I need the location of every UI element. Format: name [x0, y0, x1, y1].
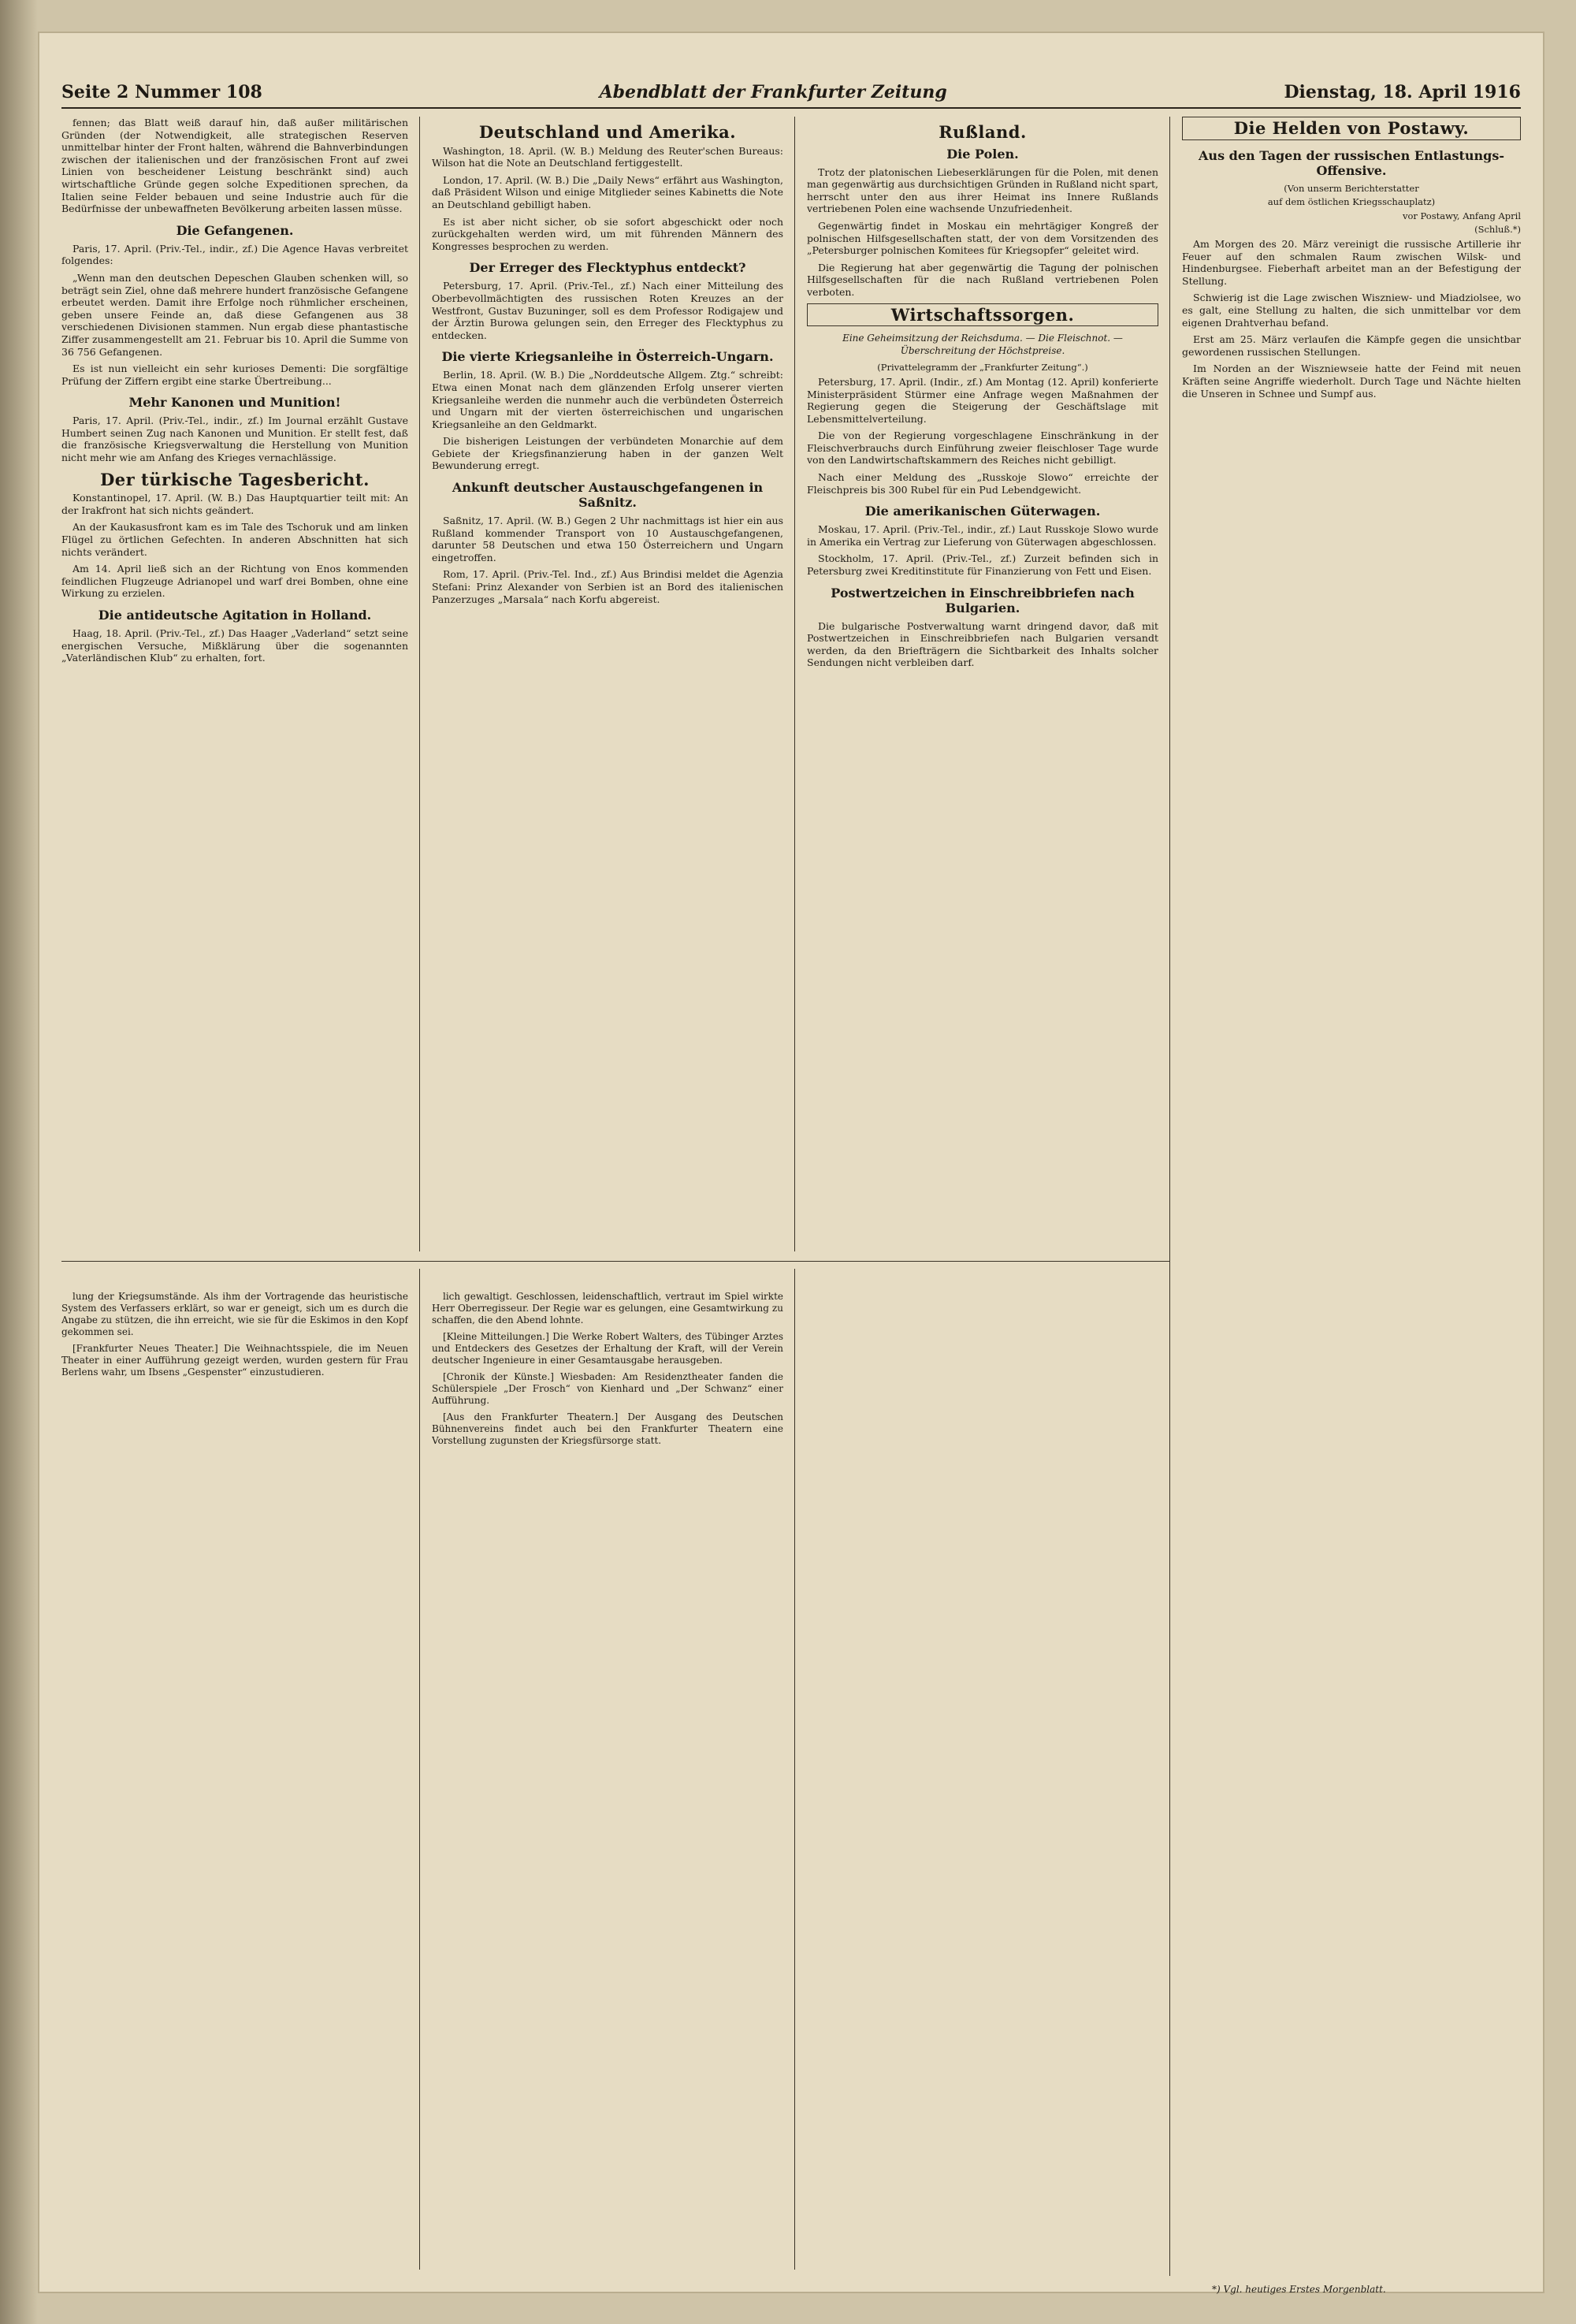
issue-date: Dienstag, 18. April 1916: [1284, 82, 1521, 102]
article-text: Berlin, 18. April. (W. B.) Die „Norddeutsche Allgem. Ztg.“ schreibt: Etwa einen Monat nach dem glänzenden Erfolg unserer vierten Kriegsanleihe werden die nunmehr auch die verbündeten Österreich und Ungarn mit der vierten österreichischen und ungarischen Kriegsanleihe an den Geldmarkt.: [432, 369, 783, 430]
article-text: Im Norden an der Wiszniewseie hatte der Feind mit neuen Kräften seine Angriffe wiederholt. Durch Tage und Nächte hielten die Unseren in Schnee und Sumpf aus.: [1182, 363, 1521, 400]
byline: (Von unserm Berichterstatter: [1284, 182, 1419, 194]
article-heading: Rußland.: [939, 122, 1027, 142]
feuilleton-column-1: [61, 1291, 408, 2284]
article-heading: Mehr Kanonen und Munition!: [128, 395, 341, 411]
byline: auf dem östlichen Kriegsschauplatz): [1267, 196, 1436, 208]
newspaper-page: [38, 32, 1544, 2293]
article-text: „Wenn man den deutschen Depeschen Glauben schenken will, so beträgt sein Ziel, ohne daß mehrere hundert französische Gefangene erbeutet werden. Damit ihre Erfolge noch rühmlicher erscheinen, geben unsere Feinde an, daß diese Gefangenen aus 38 verschiedenen Divisionen stammen. Nun ergab diese phantastische Ziffer zusammengestellt am 21. Februar bis 10. April die Summe von 36 756 Gefangenen.: [61, 271, 408, 358]
article-text: fennen; das Blatt weiß darauf hin, daß außer militärischen Gründen (der Notwendigkeit, alle strategischen Reserven unmittelbar hinter der Front halten, während die Bahnverbindungen zwischen der italienischen und der französischen Front auf zwei Linien von bescheidener Leistung beschränkt sind) auch wirtschaftliche Gründe gegen solche Expeditionen sprechen, da Italien seine Felder bebauen und seine Industrie auch für die Bedürfnisse der unbewaffneten Bevölkerung arbeiten lassen müsse.: [61, 117, 408, 215]
article-summary: Eine Geheimsitzung der Reichsduma. — Die Fleischnot. — Überschreitung der Höchstpreise.: [842, 333, 1123, 356]
column-rule: [794, 1269, 795, 2270]
article-heading: Die amerikanischen Güterwagen.: [864, 504, 1101, 519]
article-text: London, 17. April. (W. B.) Die „Daily News“ erfährt aus Washington, daß Präsident Wilson und einige Mitglieder seines Kabinetts die Note an Deutschland gebilligt haben.: [432, 173, 783, 210]
feature-subtitle: Aus den Tagen der russischen Entlastungs-Offensive.: [1199, 147, 1504, 178]
byline: (Schluß.*): [1474, 224, 1521, 236]
article-text: Trotz der platonischen Liebeserklärungen für die Polen, mit denen man gegenwärtig aus durchsichtigen Gründen in Rußland nicht spart, herrscht unter den aus ihrer Heimat ins Innere Rußlands vertriebenen Polen eine wachsende Unzufriedenheit.: [807, 165, 1158, 215]
article-text: Die bisherigen Leistungen der verbündeten Monarchie auf dem Gebiete der Kriegsfinanzierung haben in der ganzen Welt Bewunderung erregt.: [432, 435, 783, 472]
column-rule: [419, 117, 420, 1251]
feuilleton-text: [Aus den Frankfurter Theatern.] Der Ausgang des Deutschen Bühnenvereins findet auch bei den Frankfurter Theatern eine Vorstellung zugunsten der Kriegsfürsorge statt.: [432, 1411, 783, 1446]
article-text: Petersburg, 17. April. (Indir., zf.) Am Montag (12. April) konferierte Ministerpräsident Stürmer eine Anfrage wegen Maßnahmen der Regierung gegen die Steigerung der Geschäftslage mit Lebensmittelverteilung.: [807, 375, 1158, 425]
article-text: Haag, 18. April. (Priv.-Tel., zf.) Das Haager „Vaderland“ setzt seine energischen Versuche, Mißklärung über die sogenannten „Vaterländischen Klub“ zu erhalten, fort.: [61, 627, 408, 664]
article-heading: Postwertzeichen in Einschreibbriefen nach Bulgarien.: [831, 585, 1135, 615]
article-text: An der Kaukasusfront kam es im Tale des Tschoruk und am linken Flügel zu örtlichen Gefechten. In anderen Abschnitten hat sich nichts verändert.: [61, 521, 408, 558]
article-heading: Die vierte Kriegsanleihe in Österreich-Ungarn.: [441, 349, 774, 365]
feuilleton-text: [Chronik der Künste.] Wiesbaden: Am Residenztheater fanden die Schülerspiele „Der Frosch“ von Kienhard und „Der Schwanz“ einer Aufführung.: [432, 1371, 783, 1406]
article-text: Konstantinopel, 17. April. (W. B.) Das Hauptquartier teilt mit: An der Irakfront hat sich nichts geändert.: [61, 492, 408, 516]
article-text: Schwierig ist die Lage zwischen Wiszniew- und Miadziolsee, wo es galt, eine Stellung zu halten, die sich unmittelbar vor dem eigenen Drahtverhau befand.: [1182, 292, 1521, 329]
byline: (Privattelegramm der „Frankfurter Zeitung“.): [877, 362, 1088, 374]
article-text: Es ist aber nicht sicher, ob sie sofort abgeschickt oder noch zurückgehalten werden wird, um mit führenden Männern des Kongresses besprochen zu werden.: [432, 215, 783, 252]
article-text: Moskau, 17. April. (Priv.-Tel., indir., zf.) Laut Russkoje Slowo wurde in Amerika ein Vertrag zur Lieferung von Güterwagen abgeschlossen.: [807, 523, 1158, 548]
column-rule: [794, 117, 795, 1251]
article-text: Die Regierung hat aber gegenwärtig die Tagung der polnischen Hilfsgesellschaften für die nach Rußland vertriebenen Polen verboten.: [807, 261, 1158, 298]
article-heading: Der Erreger des Flecktyphus entdeckt?: [469, 260, 746, 276]
article-text: Gegenwärtig findet in Moskau ein mehrtägiger Kongreß der polnischen Hilfsgesellschaften statt, der von dem Vorsitzenden des „Petersburger polnischen Komitees für Kriegsopfer“ geleitet wird.: [807, 219, 1158, 257]
masthead: Abendblatt der Frankfurter Zeitung: [599, 82, 947, 102]
article-text: Petersburg, 17. April. (Priv.-Tel., zf.) Nach einer Mitteilung des Oberbevollmächtigten des russischen Roten Kreuzes an der Westfront, Gustav Buzuninger, soll es dem Professor Rodigajew und der Ärztin Burowa gelungen sein, den Erreger des Flecktyphus zu entdecken.: [432, 280, 783, 341]
article-text: Am Morgen des 20. März vereinigt die russische Artillerie ihr Feuer auf den schmalen Raum zwischen Wilsk- und Hindenburgsee. Fieberhaft arbeitet man an der Befestigung der Stellung.: [1182, 237, 1521, 287]
feature-title: Die Helden von Postawy.: [1233, 118, 1470, 138]
article-text: Paris, 17. April. (Priv.-Tel., indir., zf.) Im Journal erzählt Gustave Humbert seinen Zug nach Kanonen und Munition. Er stellt fest, daß die französische Kriegsverwaltung die Herstellung von Munition nicht mehr wie am Anfang des Krieges vernachlässige.: [61, 415, 408, 464]
column-rule: [1169, 117, 1170, 2276]
feuilleton-text: lung der Kriegsumstände. Als ihm der Vortragende das heuristische System des Verfassers erklärt, so war er geneigt, sich um es durch die Angabe zu stützen, die ihn erreicht, wie sie für die Eskimos in den Kopf gekommen sei.: [61, 1291, 408, 1337]
article-subheading: Die Polen.: [946, 146, 1019, 162]
feuilleton-text: [Frankfurter Neues Theater.] Die Weihnachtsspiele, die im Neuen Theater in einer Aufführung gezeigt werden, wurden gestern für Frau Berlens wahr, um Ibsens „Gespenster“ einzustudieren.: [61, 1343, 408, 1378]
byline: vor Postawy, Anfang April: [1402, 210, 1521, 221]
article-text: Saßnitz, 17. April. (W. B.) Gegen 2 Uhr nachmittags ist hier ein aus Rußland kommender Transport von 10 Austauschgefangenen, darunter 58 Deutschen und etwa 150 Österreichern und Ungarn eingetroffen.: [432, 515, 783, 563]
feuilleton-text: lich gewaltigt. Geschlossen, leidenschaftlich, vertraut im Spiel wirkte Herr Oberregisseur. Der Regie war es gelungen, eine Gesamtwirkung zu schaffen, die den Abend lohnte.: [432, 1291, 783, 1326]
article-text: Rom, 17. April. (Priv.-Tel. Ind., zf.) Aus Brindisi meldet die Agenzia Stefani: Prinz Alexander von Serbien ist an Bord des italienischen Panzerzuges „Marsala“ nach Korfu abgereist.: [432, 568, 783, 605]
column-3: [807, 117, 1158, 2276]
article-heading: Die antideutsche Agitation in Holland.: [98, 608, 372, 623]
article-text: Es ist nun vielleicht ein sehr kurioses Dementi: Die sorgfältige Prüfung der Ziffern ergibt eine starke Übertreibung...: [61, 363, 408, 387]
column-2: [432, 117, 783, 1251]
column-rule: [419, 1269, 420, 2270]
article-heading: Der türkische Tagesbericht.: [100, 469, 370, 489]
article-text: Nach einer Meldung des „Russkoje Slowo“ erreichte der Fleischpreis bis 300 Rubel für ein Pud Lebendgewicht.: [807, 471, 1158, 496]
feature-box: [1182, 117, 1521, 140]
page-header: [61, 55, 1521, 109]
article-text: Die bulgarische Postverwaltung warnt dringend davor, daß mit Postwertzeichen in Einschreibbriefen nach Bulgarien versandt werden, da den Briefträgern die Sichtbarkeit des Inhalts solcher Sendungen nicht verbleiben darf.: [807, 619, 1158, 669]
section-box: [807, 303, 1158, 327]
article-text: Paris, 17. April. (Priv.-Tel., indir., zf.) Die Agence Havas verbreitet folgendes:: [61, 242, 408, 267]
article-text: Die von der Regierung vorgeschlagene Einschränkung in der Fleischverbrauchs durch Einführung zweier fleischloser Tage wurde von den Landwirtschaftskammern des Reiches nicht gebilligt.: [807, 429, 1158, 467]
article-text: Washington, 18. April. (W. B.) Meldung des Reuter'schen Bureaus: Wilson hat die Note an Deutschland fertiggestellt.: [432, 144, 783, 169]
article-heading: Deutschland und Amerika.: [478, 122, 737, 142]
article-heading: Wirtschaftssorgen.: [890, 304, 1075, 325]
article-heading: Die Gefangenen.: [176, 222, 294, 238]
article-heading: Ankunft deutscher Austauschgefangenen in Saßnitz.: [452, 480, 764, 511]
feuilleton-text: [Kleine Mitteilungen.] Die Werke Robert Walters, des Tübinger Arztes und Entdeckers des Gesetzes der Erhaltung der Kraft, will der Verein deutscher Ingenieure in einer Gesamtausgabe herausgeben.: [432, 1331, 783, 1366]
book-spine: [0, 0, 38, 2324]
column-4: [1182, 117, 1521, 2276]
article-text: Erst am 25. März verlaufen die Kämpfe gegen die unsichtbar gewordenen russischen Stellungen.: [1182, 333, 1521, 358]
page-number: Seite 2 Nummer 108: [61, 82, 262, 102]
feuilleton-column-2: [432, 1291, 783, 2284]
footnote: *) Vgl. heutiges Erstes Morgenblatt.: [1212, 2284, 1386, 2295]
column-1: [61, 117, 408, 1251]
article-text: Am 14. April ließ sich an der Richtung von Enos kommenden feindlichen Flugzeuge Adrianopel und warf drei Bomben, ohne eine Wirkung zu erzielen.: [61, 563, 408, 600]
article-text: Stockholm, 17. April. (Priv.-Tel., zf.) Zurzeit befinden sich in Petersburg zwei Kreditinstitute für Finanzierung von Fett und Eisen.: [807, 552, 1158, 578]
